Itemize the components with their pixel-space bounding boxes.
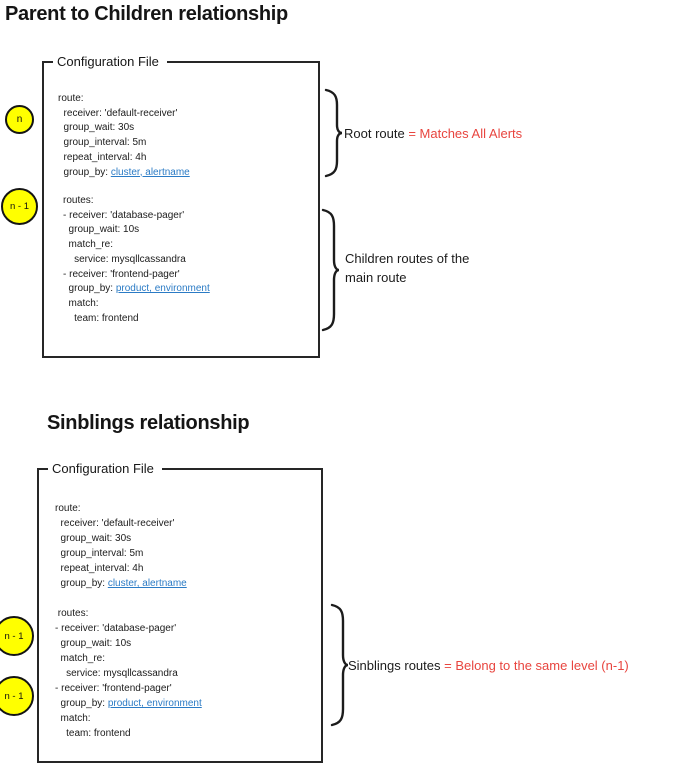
annotation-plain-text: Sinblings routes: [348, 658, 445, 673]
annotation-highlight-text: = Matches All Alerts: [408, 126, 523, 141]
curly-brace-icon: [330, 603, 350, 732]
code-line: receiver: 'default-receiver': [58, 107, 178, 119]
code-line: [58, 166, 190, 181]
annotation-root-route: [344, 126, 522, 141]
code-line: group_wait: 10s: [55, 638, 132, 649]
code-line: route:: [58, 93, 84, 104]
code-text: group_by:: [55, 578, 108, 589]
code-line: group_wait: 10s: [63, 224, 140, 236]
code-text: group_by:: [58, 166, 111, 178]
code-line: [63, 282, 210, 297]
code-line: [55, 576, 187, 591]
code-line: repeat_interval: 4h: [58, 151, 147, 163]
yaml-sibling-routes-block: [55, 606, 202, 741]
level-badge-n-minus-1: n - 1: [0, 616, 34, 656]
level-badge-n: n: [5, 105, 34, 134]
configuration-file-box-2: [37, 461, 323, 763]
code-line: match_re:: [63, 239, 114, 251]
code-text: group_by:: [63, 283, 116, 295]
level-badge-n-minus-1: n - 1: [1, 188, 38, 225]
code-line: repeat_interval: 4h: [55, 563, 144, 574]
code-line: match_re:: [55, 653, 106, 664]
config-box-label: Configuration File: [53, 54, 167, 70]
annotation-plain-text: Children routes of the main route: [345, 251, 470, 285]
code-line: routes:: [63, 195, 94, 206]
group-by-link[interactable]: cluster, alertname: [107, 578, 187, 589]
group-by-link[interactable]: product, environment: [115, 283, 210, 295]
section-title-parent-children: Parent to Children relationship: [5, 3, 288, 25]
annotation-children-routes: [345, 250, 495, 288]
annotation-sibling-routes: [348, 658, 629, 673]
code-line: route:: [55, 503, 81, 514]
code-line: [55, 696, 202, 711]
group-by-link[interactable]: cluster, alertname: [110, 166, 190, 178]
configuration-file-box-1: [42, 54, 320, 358]
code-line: team: frontend: [63, 312, 139, 324]
config-box-label: Configuration File: [48, 461, 162, 477]
yaml-root-route-block: [58, 92, 190, 180]
section-title-siblings: Sinblings relationship: [47, 412, 250, 434]
group-by-link[interactable]: product, environment: [107, 698, 202, 709]
code-line: group_interval: 5m: [58, 137, 147, 149]
code-line: - receiver: 'database-pager': [55, 623, 177, 634]
code-line: team: frontend: [55, 728, 131, 739]
annotation-plain-text: Root route: [344, 126, 409, 141]
code-line: group_interval: 5m: [55, 548, 144, 559]
code-line: - receiver: 'database-pager': [63, 209, 185, 221]
level-badge-n-minus-1: n - 1: [0, 676, 34, 716]
code-line: receiver: 'default-receiver': [55, 518, 175, 529]
code-line: routes:: [55, 608, 89, 619]
code-line: group_wait: 30s: [58, 122, 135, 134]
code-text: group_by:: [55, 698, 108, 709]
curly-brace-icon: [321, 208, 341, 337]
curly-brace-icon: [324, 88, 344, 183]
code-line: - receiver: 'frontend-pager': [55, 683, 172, 694]
yaml-child-routes-block: [63, 194, 210, 326]
annotation-highlight-text: = Belong to the same level (n-1): [444, 658, 629, 673]
code-line: match:: [63, 297, 99, 309]
code-line: service: mysqllcassandra: [55, 668, 178, 679]
code-line: service: mysqllcassandra: [63, 253, 186, 265]
code-line: - receiver: 'frontend-pager': [63, 268, 180, 280]
code-line: group_wait: 30s: [55, 533, 132, 544]
code-line: match:: [55, 713, 91, 724]
yaml-root-route-block: [55, 501, 187, 591]
